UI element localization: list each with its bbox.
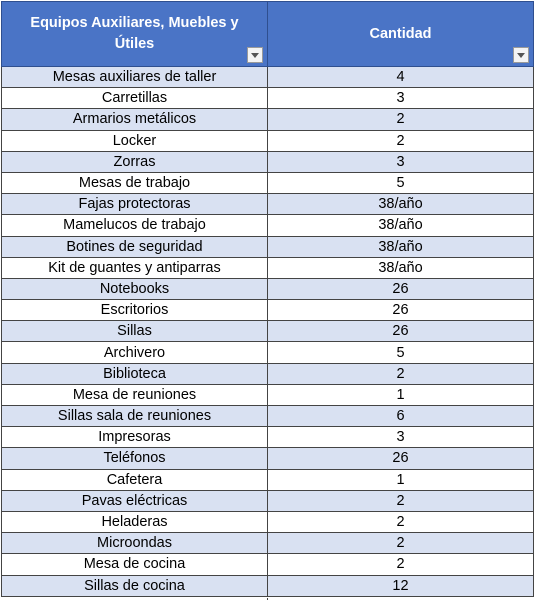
table-row	[2, 469, 534, 490]
cell-item[interactable]: Mesas de trabajo	[2, 172, 268, 193]
cell-cantidad[interactable]: 26	[268, 278, 534, 299]
cell-item[interactable]: Mesas auxiliares de taller	[2, 67, 268, 88]
table-row	[2, 554, 534, 575]
equipment-table	[1, 1, 534, 597]
header-row	[2, 2, 534, 67]
table-row	[2, 236, 534, 257]
cell-cantidad[interactable]: 38/año	[268, 194, 534, 215]
cell-cantidad[interactable]: 2	[268, 490, 534, 511]
table-row	[2, 215, 534, 236]
cell-item[interactable]: Cafetera	[2, 469, 268, 490]
cell-cantidad[interactable]: 3	[268, 427, 534, 448]
filter-dropdown-button[interactable]	[513, 47, 529, 63]
cell-cantidad[interactable]: 38/año	[268, 215, 534, 236]
cell-item[interactable]: Sillas de cocina	[2, 575, 268, 596]
chevron-down-icon	[517, 53, 525, 58]
table-row	[2, 575, 534, 596]
cell-item[interactable]: Locker	[2, 130, 268, 151]
cell-item[interactable]: Armarios metálicos	[2, 109, 268, 130]
cell-item[interactable]: Fajas protectoras	[2, 194, 268, 215]
cell-cantidad[interactable]: 2	[268, 130, 534, 151]
table-row	[2, 490, 534, 511]
cell-item[interactable]: Carretillas	[2, 88, 268, 109]
table-body	[2, 67, 534, 597]
table-row	[2, 67, 534, 88]
table-row	[2, 109, 534, 130]
cell-item[interactable]: Teléfonos	[2, 448, 268, 469]
cell-cantidad[interactable]: 26	[268, 300, 534, 321]
cell-cantidad[interactable]: 38/año	[268, 257, 534, 278]
cell-cantidad[interactable]: 2	[268, 554, 534, 575]
table-row	[2, 448, 534, 469]
cell-item[interactable]: Zorras	[2, 151, 268, 172]
table-row	[2, 130, 534, 151]
cell-item[interactable]: Archivero	[2, 342, 268, 363]
cell-item[interactable]: Mamelucos de trabajo	[2, 215, 268, 236]
column-header-label: Equipos Auxiliares, Muebles y Útiles	[30, 15, 239, 52]
chevron-down-icon	[251, 53, 259, 58]
cell-item[interactable]: Sillas sala de reuniones	[2, 406, 268, 427]
table-row	[2, 363, 534, 384]
table-row	[2, 88, 534, 109]
cell-cantidad[interactable]: 1	[268, 469, 534, 490]
cell-cantidad[interactable]: 1	[268, 384, 534, 405]
cell-cantidad[interactable]: 5	[268, 342, 534, 363]
cell-cantidad[interactable]: 2	[268, 363, 534, 384]
cell-item[interactable]: Mesa de reuniones	[2, 384, 268, 405]
table-row	[2, 406, 534, 427]
table-row	[2, 257, 534, 278]
cell-cantidad[interactable]: 5	[268, 172, 534, 193]
cell-item[interactable]: Botines de seguridad	[2, 236, 268, 257]
cell-cantidad[interactable]: 3	[268, 151, 534, 172]
column-header-cantidad[interactable]	[268, 2, 534, 67]
cell-cantidad[interactable]: 2	[268, 511, 534, 532]
column-header-equipos[interactable]	[2, 2, 268, 67]
cell-item[interactable]: Microondas	[2, 533, 268, 554]
cell-item[interactable]: Pavas eléctricas	[2, 490, 268, 511]
table-row	[2, 172, 534, 193]
cell-item[interactable]: Sillas	[2, 321, 268, 342]
cell-item[interactable]: Heladeras	[2, 511, 268, 532]
cell-cantidad[interactable]: 3	[268, 88, 534, 109]
cell-cantidad[interactable]: 6	[268, 406, 534, 427]
table-row	[2, 300, 534, 321]
filter-dropdown-button[interactable]	[247, 47, 263, 63]
table-row	[2, 427, 534, 448]
cell-item[interactable]: Escritorios	[2, 300, 268, 321]
cell-cantidad[interactable]: 38/año	[268, 236, 534, 257]
table-row	[2, 533, 534, 554]
cell-item[interactable]: Impresoras	[2, 427, 268, 448]
cell-cantidad[interactable]: 26	[268, 448, 534, 469]
cell-cantidad[interactable]: 2	[268, 109, 534, 130]
cell-item[interactable]: Mesa de cocina	[2, 554, 268, 575]
cell-cantidad[interactable]: 12	[268, 575, 534, 596]
cell-cantidad[interactable]: 4	[268, 67, 534, 88]
table-row	[2, 278, 534, 299]
cell-cantidad[interactable]: 26	[268, 321, 534, 342]
table-row	[2, 151, 534, 172]
column-header-label: Cantidad	[369, 25, 432, 42]
table-row	[2, 342, 534, 363]
table-row	[2, 321, 534, 342]
cell-item[interactable]: Biblioteca	[2, 363, 268, 384]
table-row	[2, 384, 534, 405]
cell-item[interactable]: Notebooks	[2, 278, 268, 299]
table-row	[2, 194, 534, 215]
cell-item[interactable]: Kit de guantes y antiparras	[2, 257, 268, 278]
cell-cantidad[interactable]: 2	[268, 533, 534, 554]
table-row	[2, 511, 534, 532]
